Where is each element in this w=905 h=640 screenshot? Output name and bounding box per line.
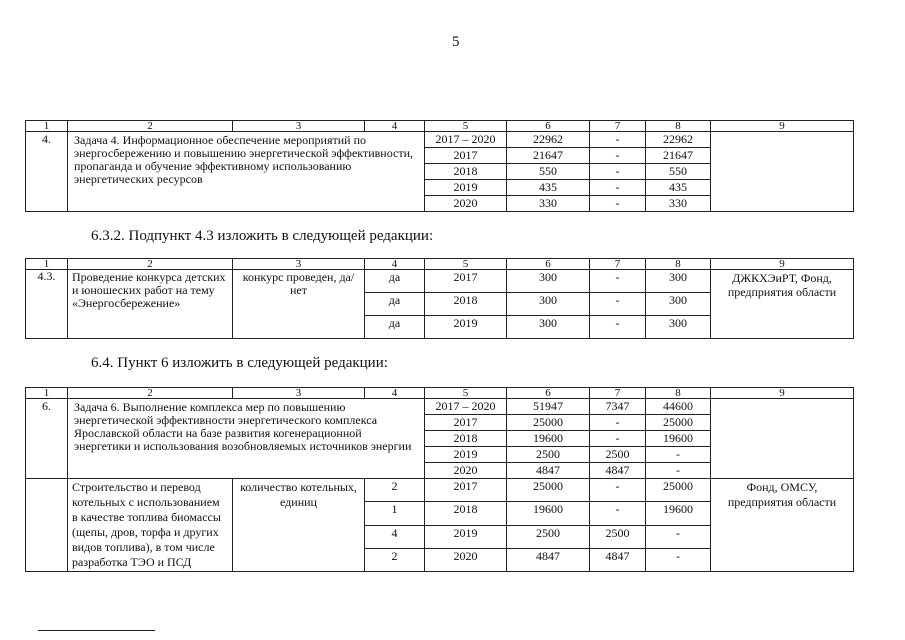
federal-cell: - (590, 316, 646, 339)
table-header-row (26, 388, 854, 399)
total-cell: 25000 (507, 415, 590, 431)
table-task-6 (25, 387, 854, 572)
item-description (68, 399, 425, 479)
total-cell: 19600 (507, 502, 590, 525)
indicator-cell (233, 270, 365, 339)
indicator-text: конкурс проведен, да/нет (242, 270, 355, 297)
col-header: 4 (365, 388, 425, 399)
year-cell: 2020 (425, 463, 507, 479)
item-description (68, 132, 425, 212)
year-cell: 2019 (425, 316, 507, 339)
year-cell: 2018 (425, 164, 507, 180)
total-cell: 51947 (507, 399, 590, 415)
page-number: 5 (452, 34, 460, 50)
indicator-value-cell: да (365, 316, 425, 339)
regional-cell: 550 (646, 164, 711, 180)
col-header: 9 (711, 259, 854, 270)
table-header-row (26, 259, 854, 270)
regional-cell: 300 (646, 270, 711, 293)
table-subitem-4-3 (25, 258, 854, 339)
federal-cell: - (590, 479, 646, 502)
federal-cell: - (590, 502, 646, 525)
regional-cell: 19600 (646, 431, 711, 447)
item-description-text: Проведение конкурса детских и юношеских работ на тему «Энергосбережение» (72, 270, 226, 310)
section-heading: 6.3.2. Подпункт 4.3 изложить в следующей редакции: (91, 228, 434, 244)
footnote-rule (38, 630, 155, 631)
section-heading: 6.4. Пункт 6 изложить в следующей редакции: (91, 355, 388, 371)
total-cell: 300 (507, 270, 590, 293)
col-header: 9 (711, 388, 854, 399)
item-number (26, 479, 68, 572)
col-header: 7 (590, 259, 646, 270)
regional-cell: 300 (646, 316, 711, 339)
regional-cell: 21647 (646, 148, 711, 164)
col-header: 3 (233, 259, 365, 270)
federal-cell: - (590, 196, 646, 212)
col-header: 9 (711, 121, 854, 132)
federal-cell: 2500 (590, 447, 646, 463)
year-cell: 2019 (425, 525, 507, 548)
federal-cell: - (590, 293, 646, 316)
table-row (26, 479, 854, 502)
total-cell: 19600 (507, 431, 590, 447)
year-cell: 2018 (425, 502, 507, 525)
year-cell: 2020 (425, 548, 507, 571)
regional-cell: 19600 (646, 502, 711, 525)
total-cell: 435 (507, 180, 590, 196)
regional-cell: 22962 (646, 132, 711, 148)
indicator-value-cell: 1 (365, 502, 425, 525)
col-header: 8 (646, 121, 711, 132)
total-cell: 22962 (507, 132, 590, 148)
col-header: 6 (507, 259, 590, 270)
table-row (26, 132, 854, 148)
item-description (68, 479, 233, 572)
indicator-value-cell: да (365, 270, 425, 293)
total-cell: 25000 (507, 479, 590, 502)
year-cell: 2020 (425, 196, 507, 212)
year-cell: 2017 (425, 415, 507, 431)
col-header: 7 (590, 121, 646, 132)
federal-cell: - (590, 164, 646, 180)
year-cell: 2019 (425, 180, 507, 196)
regional-cell: 25000 (646, 415, 711, 431)
col-header: 5 (425, 121, 507, 132)
executor-text: ДЖКХЭиРТ, Фонд, предприятия области (727, 271, 837, 299)
indicator-value-cell: 4 (365, 525, 425, 548)
col-header: 5 (425, 259, 507, 270)
federal-cell: 4847 (590, 548, 646, 571)
executor-text: Фонд, ОМСУ, предприятия области (727, 480, 837, 509)
total-cell: 2500 (507, 525, 590, 548)
total-cell: 4847 (507, 463, 590, 479)
col-header: 5 (425, 388, 507, 399)
year-cell: 2019 (425, 447, 507, 463)
year-cell: 2018 (425, 431, 507, 447)
executor-cell (711, 132, 854, 212)
federal-cell: 2500 (590, 525, 646, 548)
regional-cell: 435 (646, 180, 711, 196)
item-description-text: Задача 6. Выполнение комплекса мер по повышению энергетической эффективности энергетического комплекса Ярославской области на базе развития когенерационной энергетики и использования возобновляемых источников энергии (74, 400, 412, 453)
table-task-4 (25, 120, 854, 212)
col-header: 3 (233, 121, 365, 132)
regional-cell: 44600 (646, 399, 711, 415)
total-cell: 21647 (507, 148, 590, 164)
federal-cell: - (590, 148, 646, 164)
col-header: 8 (646, 259, 711, 270)
col-header: 6 (507, 121, 590, 132)
executor-cell (711, 270, 854, 339)
federal-cell: - (590, 180, 646, 196)
col-header: 8 (646, 388, 711, 399)
regional-cell: 330 (646, 196, 711, 212)
total-cell: 4847 (507, 548, 590, 571)
col-header: 1 (26, 121, 68, 132)
total-cell: 300 (507, 316, 590, 339)
col-header: 4 (365, 259, 425, 270)
regional-cell: - (646, 447, 711, 463)
total-cell: 2500 (507, 447, 590, 463)
item-number: 4.3. (26, 270, 68, 339)
indicator-text: количество котельных, единиц (240, 480, 357, 509)
regional-cell: - (646, 525, 711, 548)
total-cell: 330 (507, 196, 590, 212)
regional-cell: 300 (646, 293, 711, 316)
col-header: 4 (365, 121, 425, 132)
table-row (26, 399, 854, 415)
table-row (26, 270, 854, 293)
executor-cell (711, 399, 854, 479)
federal-cell: - (590, 431, 646, 447)
regional-cell: 25000 (646, 479, 711, 502)
indicator-value-cell: да (365, 293, 425, 316)
table-header-row (26, 121, 854, 132)
col-header: 2 (68, 388, 233, 399)
federal-cell: 7347 (590, 399, 646, 415)
item-description (68, 270, 233, 339)
item-description-text: Задача 4. Информационное обеспечение мероприятий по энергосбережению и повышению энергетической эффективности, пропаганда и обучение эффективному использованию энергетических ресурсов (74, 133, 413, 186)
indicator-cell (233, 479, 365, 572)
year-cell: 2017 – 2020 (425, 132, 507, 148)
year-cell: 2017 – 2020 (425, 399, 507, 415)
regional-cell: - (646, 548, 711, 571)
year-cell: 2017 (425, 270, 507, 293)
col-header: 2 (68, 259, 233, 270)
total-cell: 300 (507, 293, 590, 316)
total-cell: 550 (507, 164, 590, 180)
indicator-value-cell: 2 (365, 479, 425, 502)
col-header: 7 (590, 388, 646, 399)
item-number: 4. (26, 132, 68, 212)
federal-cell: - (590, 132, 646, 148)
year-cell: 2018 (425, 293, 507, 316)
col-header: 6 (507, 388, 590, 399)
col-header: 2 (68, 121, 233, 132)
col-header: 1 (26, 388, 68, 399)
executor-cell (711, 479, 854, 572)
year-cell: 2017 (425, 479, 507, 502)
federal-cell: - (590, 415, 646, 431)
indicator-value-cell: 2 (365, 548, 425, 571)
federal-cell: - (590, 270, 646, 293)
federal-cell: 4847 (590, 463, 646, 479)
col-header: 1 (26, 259, 68, 270)
col-header: 3 (233, 388, 365, 399)
item-description-text: Строительство и перевод котельных с использованием в качестве топлива биомассы (щепы, дров, торфа и других видов топлива), в том числе разработка ТЭО и ПСД (72, 480, 221, 569)
regional-cell: - (646, 463, 711, 479)
item-number: 6. (26, 399, 68, 479)
year-cell: 2017 (425, 148, 507, 164)
